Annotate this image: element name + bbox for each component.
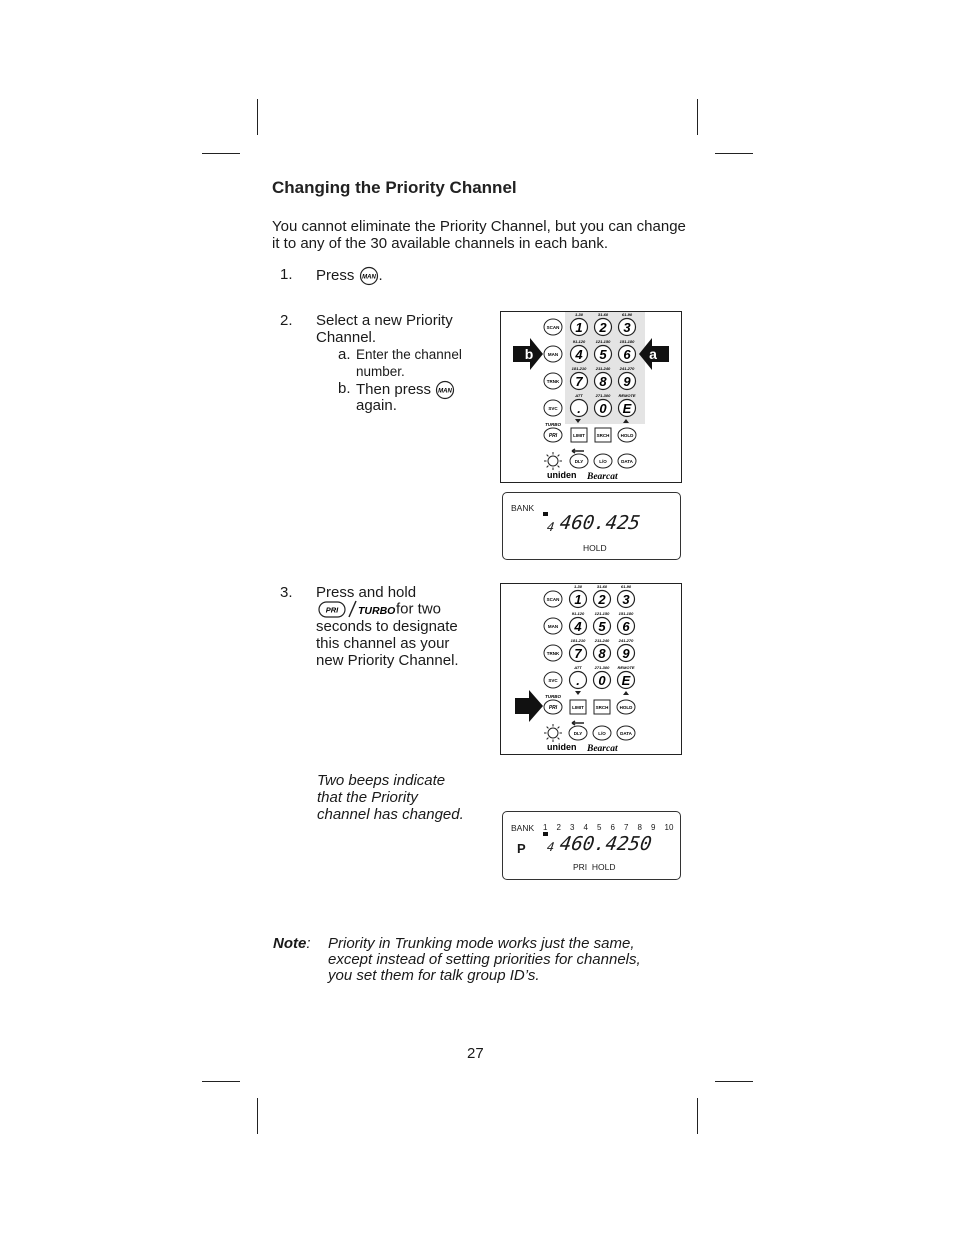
brand-uniden: uniden — [547, 470, 577, 480]
beeps-line2: that the Priority — [317, 789, 418, 806]
keypad-svg — [501, 584, 680, 753]
crop-mark — [202, 1081, 240, 1082]
digit-key-label: E — [621, 673, 631, 688]
light-icon-ray — [558, 466, 560, 468]
step-3-line5: new Priority Channel. — [316, 652, 459, 669]
beeps-line1: Two beeps indicate — [317, 772, 446, 789]
callout-label-b: b — [524, 346, 534, 362]
step-1-text — [316, 266, 383, 286]
note-line1: Priority in Trunking mode works just the same, — [328, 935, 635, 952]
bank-indicator — [543, 832, 548, 836]
lcd-display-2 — [502, 811, 681, 880]
callout-arrow-pri — [515, 690, 543, 722]
digit-key-label: 7 — [575, 374, 583, 389]
digit-key-label: . — [576, 673, 580, 688]
step-3-number: 3. — [280, 584, 293, 601]
step-2-a-label: a. — [338, 346, 351, 363]
note-label: Note — [273, 935, 307, 952]
keypad-illustration-1 — [500, 311, 682, 483]
step-2-a-text1: Enter the channel — [356, 347, 462, 362]
light-icon-ray — [547, 738, 549, 740]
row-label: 1-30 — [574, 312, 584, 317]
function-key-label: L/O — [599, 459, 607, 464]
note-line2: except instead of setting priorities for channels, — [328, 951, 641, 968]
page-number: 27 — [467, 1045, 484, 1062]
row-label: 91-120 — [571, 611, 585, 616]
row-label: 1-30 — [573, 584, 583, 589]
man-key-icon — [435, 380, 455, 400]
man-key-icon — [359, 266, 379, 286]
svg-text:MAN: MAN — [438, 388, 453, 395]
note-label-wrap — [273, 935, 311, 952]
crop-mark — [715, 1081, 753, 1082]
crop-mark — [257, 99, 258, 135]
digit-key-label: 4 — [575, 347, 583, 362]
side-key-label: MAN — [547, 352, 559, 357]
lcd-bank-number: 10 — [664, 823, 674, 832]
row-label: 211-240 — [595, 366, 611, 371]
function-key-label: DATA — [621, 459, 633, 464]
side-key-label: SCAN — [546, 325, 560, 330]
step-2-a-text2: number. — [356, 364, 405, 379]
crop-mark — [697, 99, 698, 135]
side-key-label: TRNK — [546, 651, 560, 656]
keypad-illustration-2 — [500, 583, 682, 755]
function-key-label: DLY — [574, 459, 584, 464]
digit-key-label: 9 — [623, 374, 631, 389]
function-key-label: DLY — [573, 731, 583, 736]
lcd-priority-p: P — [517, 841, 526, 856]
pri-turbo-key-icon — [318, 600, 396, 619]
row-label: 121-150 — [594, 611, 610, 616]
step-1-number: 1. — [280, 266, 293, 283]
digit-key-label: 0 — [599, 401, 607, 416]
digit-key-label: 7 — [574, 646, 582, 661]
row-label: 61-90 — [621, 312, 633, 317]
digit-key-label: 4 — [574, 619, 582, 634]
digit-key-label: E — [622, 401, 632, 416]
light-icon-ray — [558, 738, 560, 740]
lcd-bank-number: 7 — [624, 823, 629, 832]
crop-mark — [257, 1098, 258, 1134]
function-key-label: LIMIT — [573, 433, 585, 438]
down-arrow — [575, 691, 581, 695]
lcd-bank-number: 9 — [651, 823, 656, 832]
light-icon-ray — [547, 727, 549, 729]
lcd-status: HOLD — [583, 543, 607, 553]
row-label: 181-210 — [571, 366, 587, 371]
step-3-line1: Press and hold — [316, 584, 417, 601]
side-key-label: MAN — [547, 624, 559, 629]
step-1-post: . — [378, 266, 383, 284]
digit-key-label: 1 — [574, 592, 582, 607]
turbo-label: TURBO — [545, 422, 561, 427]
digit-key-label: 0 — [598, 673, 606, 688]
lcd-frequency: 460.425 — [558, 512, 642, 534]
keypad-svg — [501, 312, 680, 481]
note-colon: : — [306, 935, 311, 952]
light-icon-ray — [547, 466, 549, 468]
brand-bearcat: Bearcat — [587, 744, 618, 753]
row-label: 211-240 — [594, 638, 610, 643]
turbo-label: TURBO — [545, 694, 561, 699]
lcd-channel: 4 — [546, 520, 556, 534]
side-key-label: SVC — [548, 406, 558, 411]
function-key-label: DATA — [620, 731, 632, 736]
row-label: 121-150 — [595, 339, 611, 344]
lcd-bank-number: 8 — [637, 823, 642, 832]
left-arrow-icon — [572, 721, 584, 725]
row-label: 91-120 — [572, 339, 586, 344]
crop-mark — [202, 153, 240, 154]
lcd-status: PRI HOLD — [573, 862, 616, 872]
lcd-bank-number: 1 — [543, 823, 548, 832]
digit-key-label: 5 — [599, 347, 607, 362]
lcd-bank-number: 4 — [583, 823, 588, 832]
function-key-label: HOLD — [620, 433, 634, 438]
callout-label-a: a — [649, 346, 657, 362]
function-key-label: LIMIT — [572, 705, 584, 710]
row-label: 241-270 — [618, 638, 634, 643]
light-icon-ray — [558, 727, 560, 729]
row-label: 271-300 — [594, 665, 610, 670]
step-3-line2 — [318, 600, 441, 619]
row-label: 61-90 — [620, 584, 632, 589]
note-line3: you set them for talk group ID’s. — [328, 967, 540, 984]
digit-key-label: 2 — [599, 320, 607, 335]
step-3-line3: seconds to designate — [316, 618, 458, 635]
pri-key-label: PRI — [548, 433, 558, 439]
light-icon — [548, 456, 558, 466]
svg-text:TURBO: TURBO — [358, 605, 396, 617]
digit-key-label: . — [577, 401, 581, 416]
function-key-label: L/O — [598, 731, 606, 736]
side-key-label: SCAN — [546, 597, 560, 602]
function-key-label: SRCH — [595, 705, 609, 710]
row-label: 151-180 — [619, 339, 635, 344]
digit-key-label: 6 — [623, 347, 631, 362]
svg-text:MAN: MAN — [361, 274, 376, 281]
light-icon-ray — [558, 455, 560, 457]
digit-key-label: 8 — [598, 646, 606, 661]
svg-text:PRI: PRI — [325, 605, 339, 615]
digit-key-label: 5 — [598, 619, 606, 634]
intro-text: You cannot eliminate the Priority Channel, but you can change it to any of the 30 available channels in each bank. — [272, 218, 686, 252]
bank-indicator — [543, 512, 548, 516]
brand-uniden: uniden — [547, 742, 577, 752]
pri-key-label: PRI — [548, 705, 558, 711]
left-arrow-icon — [572, 449, 584, 453]
lcd-bank-number: 3 — [570, 823, 575, 832]
row-label: 241-270 — [619, 366, 635, 371]
digit-key-label: 3 — [622, 592, 630, 607]
digit-key-label: 6 — [622, 619, 630, 634]
lcd-bank-label: BANK — [511, 823, 535, 833]
lcd-bank-label: BANK — [511, 503, 535, 513]
light-icon-ray — [547, 455, 549, 457]
row-label: 31-60 — [597, 312, 609, 317]
crop-mark — [697, 1098, 698, 1134]
page-title: Changing the Priority Channel — [272, 178, 517, 197]
step-2-number: 2. — [280, 312, 293, 329]
digit-key-label: 8 — [599, 374, 607, 389]
step-1-pre: Press — [316, 266, 355, 284]
lcd-bank-number: 2 — [556, 823, 561, 832]
step-2-b-post: again. — [356, 397, 397, 414]
step-3-line4: this channel as your — [316, 635, 450, 652]
step-2-line1: Select a new Priority — [316, 312, 453, 329]
light-icon — [548, 728, 558, 738]
row-label: ATT — [574, 665, 582, 670]
digit-key-label: 9 — [622, 646, 630, 661]
lcd-display-1 — [502, 492, 681, 560]
lcd-bank-number: 6 — [610, 823, 615, 832]
step-3-after: for two — [396, 600, 442, 618]
lcd-bank-number: 5 — [597, 823, 602, 832]
row-label: 271-300 — [595, 393, 611, 398]
crop-mark — [715, 153, 753, 154]
digit-key-label: 1 — [575, 320, 583, 335]
row-label: 31-60 — [596, 584, 608, 589]
row-label: 151-180 — [618, 611, 634, 616]
row-label: 181-210 — [570, 638, 586, 643]
brand-bearcat: Bearcat — [587, 472, 618, 481]
step-2-line2: Channel. — [316, 329, 377, 346]
function-key-label: HOLD — [619, 705, 633, 710]
side-key-label: TRNK — [546, 379, 560, 384]
digit-key-label: 2 — [598, 592, 606, 607]
digit-key-label: 3 — [623, 320, 631, 335]
row-label: REMOTE — [617, 665, 635, 670]
step-2-b-pre: Then press — [356, 380, 432, 398]
function-key-label: SRCH — [596, 433, 610, 438]
step-2-b-label: b. — [338, 380, 351, 397]
side-key-label: SVC — [548, 678, 558, 683]
row-label: REMOTE — [618, 393, 636, 398]
up-arrow — [623, 691, 629, 695]
lcd-channel: 4 — [546, 840, 556, 854]
row-label: ATT — [575, 393, 583, 398]
lcd-frequency: 460.4250 — [558, 833, 654, 855]
beeps-line3: channel has changed. — [317, 806, 464, 823]
